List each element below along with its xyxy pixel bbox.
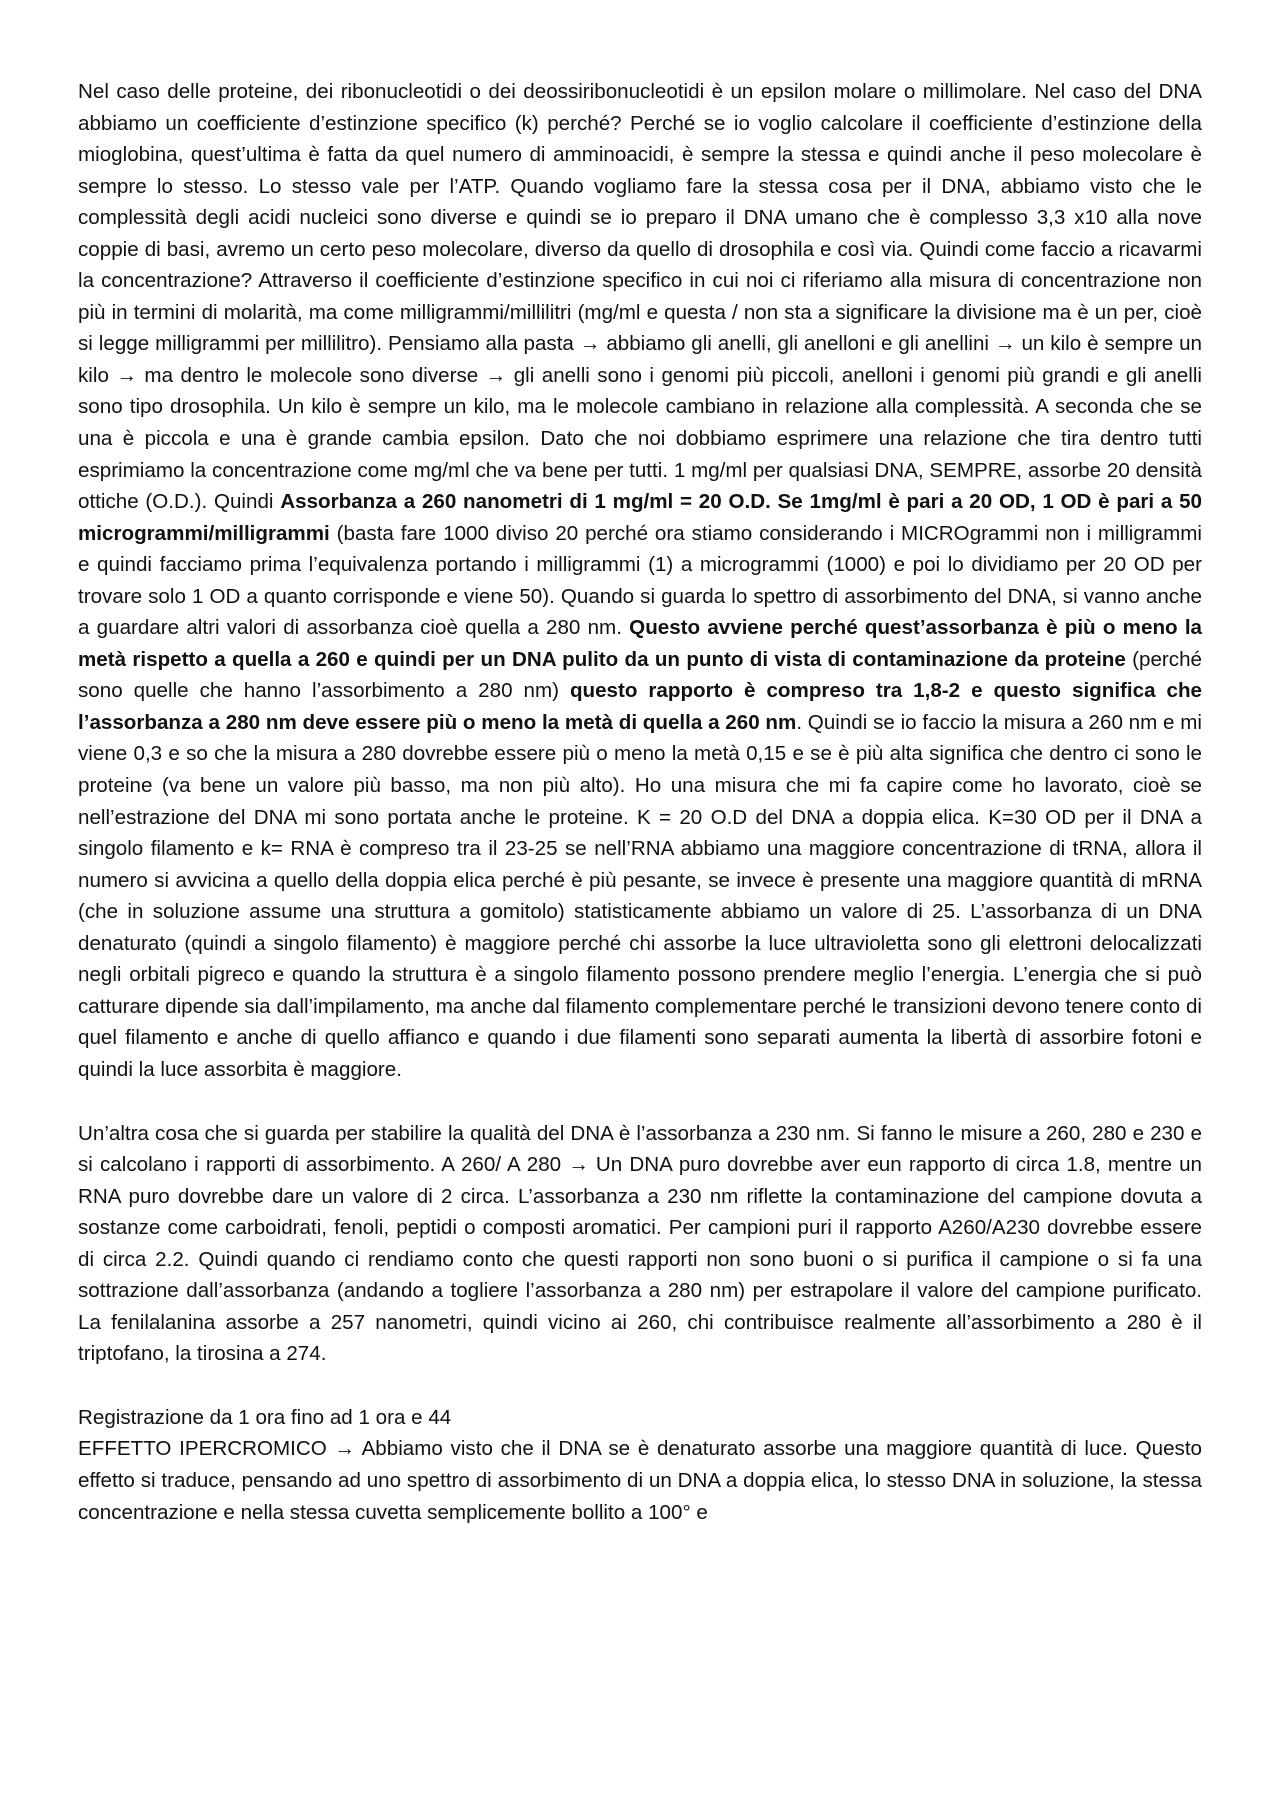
section-heading: Registrazione da 1 ora fino ad 1 ora e 44 [78, 1405, 452, 1429]
paragraph-hyperchromic-effect [78, 1433, 1202, 1528]
text-segment: . Quindi se io faccio la misura a 260 nm e mi viene 0,3 e so che la misura a 280 dovrebbe essere più o meno la metà 0,15 e se è più alta significa che dentro ci sono le proteine (va bene un valore più basso, ma non più alto). Ho una misura che mi fa capire come ho lavorato, cioè se nell’estrazione del DNA mi sono portata anche le proteine. K = 20 O.D del DNA a doppia elica. K=30 OD per il DNA a singolo filamento e k= RNA è compreso tra il 23-25 se nell’RNA abbiamo una maggiore concentrazione di tRNA, allora il numero si avvicina a quello della doppia elica perché è più pesante, se invece è presente una maggiore quantità di mRNA (che in soluzione assume una struttura a gomitolo) statisticamente abbiamo un valore di 25. L’assorbanza di un DNA denaturato (quindi a singolo filamento) è maggiore perché chi assorbe la luce ultravioletta sono gli elettroni delocalizzati negli orbitali pigreco e quando la struttura è a singolo filamento possono prendere meglio l’energia. L’energia che si può catturare dipende sia dall’impilamento, ma anche dal filamento complementare perché le transizioni devono tenere conto di quel filamento e anche di quello affianco e quando i due filamenti sono separati aumenta la libertà di assorbire fotoni e quindi la luce assorbita è maggiore. [78, 710, 1202, 1081]
text-segment: Nel caso delle proteine, dei ribonucleotidi o dei deossiribonucleotidi è un epsilon molare o millimolare. Nel caso del DNA abbiamo un coefficiente d’estinzione specifico (k) perché? Perché se io voglio calcolare il coefficiente d’estinzione della mioglobina, quest’ultima è fatta da quel numero di amminoacidi, è sempre la stessa e quindi anche il peso molecolare è sempre lo stesso. Lo stesso vale per l’ATP. Quando vogliamo fare la stessa cosa per il DNA, abbiamo visto che le complessità degli acidi nucleici sono diverse e quindi se io preparo il DNA umano che è complesso 3,3 x10 alla nove coppie di basi, avremo un certo peso molecolare, diverso da quello di drosophila e così via. Quindi come faccio a ricavarmi la concentrazione? Attraverso il coefficiente d’estinzione specifico in cui noi ci riferiamo alla misura di concentrazione non più in termini di molarità, ma come milligrammi/millilitri (mg/ml e questa / non sta a significare la divisione ma è un per, cioè si legge milligrammi per millilitro). Pensiamo alla pasta → abbiamo gli anelli, gli anelloni e gli anellini → un kilo è sempre un kilo → ma dentro le molecole sono diverse → gli anelli sono i genomi più piccoli, anelloni i genomi più grandi e gli anelli sono tipo drosophila. Un kilo è sempre un kilo, ma le molecole cambiano in relazione alla complessità. A seconda che se una è piccola e una è grande cambia epsilon. Dato che noi dobbiamo esprimere una relazione che tira dentro tutti esprimiamo la concentrazione come mg/ml che va bene per tutti. 1 mg/ml per qualsiasi DNA, SEMPRE, assorbe 20 densità ottiche (O.D.). Quindi [78, 80, 1202, 514]
paragraph-absorbance-230 [78, 1118, 1202, 1370]
paragraph-spacer [78, 1086, 1202, 1118]
text-segment: (perché sono quelle che hanno l’assorbimento a 280 nm) [78, 647, 1202, 703]
text-segment: Un’altra cosa che si guarda per stabilire la qualità del DNA è l’assorbanza a 230 nm. Si fanno le misure a 260, 280 e 230 e si calcolano i rapporti di assorbimento. A 260/ A 280 → Un DNA puro dovrebbe aver eun rapporto di circa 1.8, mentre un RNA puro dovrebbe dare un valore di 2 circa. L’assorbanza a 230 nm riflette la contaminazione del campione dovuta a sostanze come carboidrati, fenoli, peptidi o composti aromatici. Per campioni puri il rapporto A260/A230 dovrebbe essere di circa 2.2. Quindi quando ci rendiamo conto che questi rapporti non sono buoni o si purifica il campione o si fa una sottrazione dall’assorbanza (andando a togliere l’assorbanza a 280 nm) per estrapolare il valore del campione purificato. La fenilalanina assorbe a 257 nanometri, quindi vicino ai 260, chi contribuisce realmente all’assorbimento a 280 è il triptofano, la tirosina a 274. [78, 1121, 1202, 1366]
paragraph-extinction-coefficient [78, 76, 1202, 1086]
bold-segment: questo rapporto è compreso tra 1,8-2 e questo significa che l’assorbanza a 280 nm deve essere più o meno la metà di quella a 260 nm [78, 679, 1202, 734]
bold-segment: Assorbanza a 260 nanometri di 1 mg/ml = 20 O.D. Se 1mg/ml è pari a 20 OD, 1 OD è pari a 50 microgrammi/milligrammi [78, 490, 1203, 545]
paragraph-spacer [78, 1370, 1202, 1402]
bold-segment: Questo avviene perché quest’assorbanza è più o meno la metà rispetto a quella a 260 e quindi per un DNA pulito da un punto di vista di contaminazione da proteine [78, 616, 1202, 671]
text-segment: EFFETTO IPERCROMICO → Abbiamo visto che il DNA se è denaturato assorbe una maggiore quantità di luce. Questo effetto si traduce, pensando ad uno spettro di assorbimento di un DNA a doppia elica, lo stesso DNA in soluzione, la stessa concentrazione e nella stessa cuvetta semplicemente bollito a 100° e [78, 1437, 1202, 1524]
text-segment: (basta fare 1000 diviso 20 perché ora stiamo considerando i MICROgrammi non i milligrammi e quindi facciamo prima l’equivalenza portando i milligrammi (1) a microgrammi (1000) e poi lo dividiamo per 20 OD per trovare solo 1 OD a quanto corrisponde e viene 50). Quando si guarda lo spettro di assorbimento del DNA, si vanno anche a guardare altri valori di assorbanza cioè quella a 280 nm. [78, 521, 1202, 640]
